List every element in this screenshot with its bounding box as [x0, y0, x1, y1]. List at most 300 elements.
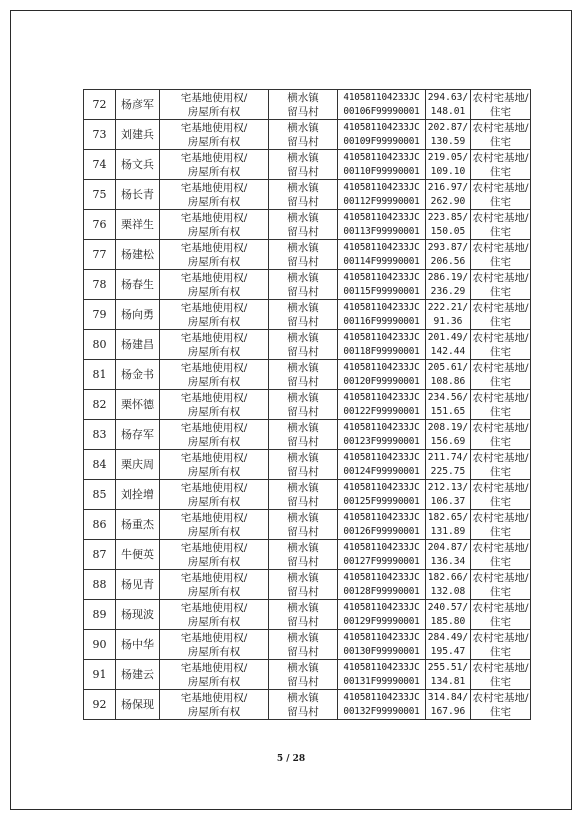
right-type-cell	[160, 300, 269, 330]
area-line: 185.80	[430, 615, 466, 627]
right-type-line: 房屋所有权	[187, 195, 241, 208]
owner-name-cell: 杨建昌	[116, 330, 160, 360]
location-line: 横水镇	[287, 421, 319, 434]
certificate-number-cell	[338, 360, 426, 390]
area-line: 234.56/	[427, 391, 469, 403]
certificate-number-line: 410581104233JC	[343, 541, 420, 553]
right-type-line: 房屋所有权	[187, 435, 241, 448]
location-cell	[269, 210, 338, 240]
location-cell	[269, 150, 338, 180]
right-type-line: 房屋所有权	[187, 105, 241, 118]
area-cell	[426, 330, 471, 360]
table-row	[84, 450, 531, 480]
row-number-cell: 82	[84, 390, 116, 420]
certificate-number-cell	[338, 240, 426, 270]
land-usage-line: 农村宅基地/	[472, 691, 529, 704]
certificate-number-line: 00115F99990001	[343, 285, 420, 297]
table-row	[84, 600, 531, 630]
land-usage-line: 住宅	[490, 435, 511, 448]
row-number-cell: 80	[84, 330, 116, 360]
certificate-number-line: 00125F99990001	[343, 495, 420, 507]
area-line: 206.56	[430, 255, 466, 267]
location-line: 留马村	[287, 345, 319, 358]
location-line: 留马村	[287, 675, 319, 688]
area-line: 262.90	[430, 195, 466, 207]
location-cell	[269, 570, 338, 600]
area-line: 167.96	[430, 705, 466, 717]
land-usage-line: 农村宅基地/	[472, 91, 529, 104]
owner-name-cell: 杨中华	[116, 630, 160, 660]
certificate-number-line: 410581104233JC	[343, 511, 420, 523]
table-row	[84, 690, 531, 720]
location-line: 横水镇	[287, 691, 319, 704]
right-type-line: 房屋所有权	[187, 285, 241, 298]
certificate-number-line: 410581104233JC	[343, 91, 420, 103]
area-line: 225.75	[430, 465, 466, 477]
right-type-line: 宅基地使用权/	[180, 631, 248, 644]
land-usage-cell	[471, 600, 531, 630]
table-row	[84, 240, 531, 270]
location-cell	[269, 630, 338, 660]
location-line: 横水镇	[287, 211, 319, 224]
right-type-cell	[160, 600, 269, 630]
location-cell	[269, 390, 338, 420]
certificate-number-line: 00118F99990001	[343, 345, 420, 357]
table-row	[84, 540, 531, 570]
area-line: 208.19/	[427, 421, 469, 433]
right-type-cell	[160, 420, 269, 450]
area-cell	[426, 480, 471, 510]
area-line: 286.19/	[427, 271, 469, 283]
area-line: 294.63/	[427, 91, 469, 103]
location-cell	[269, 660, 338, 690]
right-type-cell	[160, 360, 269, 390]
certificate-number-line: 410581104233JC	[343, 571, 420, 583]
right-type-cell	[160, 690, 269, 720]
area-line: 134.81	[430, 675, 466, 687]
location-cell	[269, 180, 338, 210]
area-line: 293.87/	[427, 241, 469, 253]
land-usage-line: 住宅	[490, 465, 511, 478]
certificate-number-cell	[338, 630, 426, 660]
area-line: 205.61/	[427, 361, 469, 373]
right-type-line: 宅基地使用权/	[180, 271, 248, 284]
certificate-number-line: 410581104233JC	[343, 361, 420, 373]
table-row	[84, 150, 531, 180]
right-type-line: 宅基地使用权/	[180, 691, 248, 704]
land-usage-cell	[471, 90, 531, 120]
owner-name-cell: 栗怀德	[116, 390, 160, 420]
area-cell	[426, 360, 471, 390]
owner-name-cell: 栗祥生	[116, 210, 160, 240]
area-line: 130.59	[430, 135, 466, 147]
location-cell	[269, 330, 338, 360]
location-line: 留马村	[287, 165, 319, 178]
land-usage-cell	[471, 420, 531, 450]
certificate-number-line: 410581104233JC	[343, 601, 420, 613]
location-line: 横水镇	[287, 631, 319, 644]
certificate-number-cell	[338, 510, 426, 540]
location-line: 留马村	[287, 225, 319, 238]
certificate-number-line: 00116F99990001	[343, 315, 420, 327]
certificate-number-line: 00126F99990001	[343, 525, 420, 537]
location-line: 留马村	[287, 525, 319, 538]
land-usage-cell	[471, 390, 531, 420]
location-cell	[269, 270, 338, 300]
location-line: 横水镇	[287, 511, 319, 524]
area-cell	[426, 270, 471, 300]
certificate-number-line: 410581104233JC	[343, 421, 420, 433]
certificate-number-cell	[338, 600, 426, 630]
land-usage-cell	[471, 300, 531, 330]
certificate-number-cell	[338, 570, 426, 600]
land-usage-cell	[471, 270, 531, 300]
right-type-line: 房屋所有权	[187, 255, 241, 268]
land-usage-cell	[471, 150, 531, 180]
table-row	[84, 330, 531, 360]
land-usage-line: 住宅	[490, 375, 511, 388]
land-usage-line: 住宅	[490, 105, 511, 118]
land-usage-line: 农村宅基地/	[472, 481, 529, 494]
area-line: 212.13/	[427, 481, 469, 493]
certificate-number-cell	[338, 420, 426, 450]
certificate-number-line: 410581104233JC	[343, 331, 420, 343]
owner-name-cell: 杨彦军	[116, 90, 160, 120]
certificate-number-line: 00124F99990001	[343, 465, 420, 477]
area-line: 136.34	[430, 555, 466, 567]
page-number: 5 / 28	[276, 754, 306, 764]
location-cell	[269, 360, 338, 390]
document-page	[10, 10, 572, 810]
certificate-number-line: 410581104233JC	[343, 241, 420, 253]
location-line: 留马村	[287, 495, 319, 508]
certificate-number-line: 410581104233JC	[343, 451, 420, 463]
area-line: 109.10	[430, 165, 466, 177]
area-line: 211.74/	[427, 451, 469, 463]
owner-name-cell: 杨见青	[116, 570, 160, 600]
row-number-cell: 86	[84, 510, 116, 540]
owner-name-cell: 杨存军	[116, 420, 160, 450]
land-usage-line: 农村宅基地/	[472, 571, 529, 584]
location-cell	[269, 510, 338, 540]
area-line: 223.85/	[427, 211, 469, 223]
certificate-number-cell	[338, 120, 426, 150]
land-usage-line: 农村宅基地/	[472, 661, 529, 674]
certificate-number-line: 00132F99990001	[343, 705, 420, 717]
certificate-number-line: 00122F99990001	[343, 405, 420, 417]
table-row	[84, 270, 531, 300]
row-number-cell: 72	[84, 90, 116, 120]
area-cell	[426, 600, 471, 630]
certificate-number-line: 00130F99990001	[343, 645, 420, 657]
table-row	[84, 360, 531, 390]
location-cell	[269, 90, 338, 120]
certificate-number-line: 00110F99990001	[343, 165, 420, 177]
row-number-cell: 75	[84, 180, 116, 210]
right-type-line: 宅基地使用权/	[180, 421, 248, 434]
land-usage-cell	[471, 120, 531, 150]
right-type-line: 宅基地使用权/	[180, 241, 248, 254]
right-type-line: 房屋所有权	[187, 525, 241, 538]
owner-name-cell: 牛便英	[116, 540, 160, 570]
right-type-line: 宅基地使用权/	[180, 451, 248, 464]
location-line: 留马村	[287, 585, 319, 598]
right-type-cell	[160, 630, 269, 660]
owner-name-cell: 杨春生	[116, 270, 160, 300]
location-cell	[269, 450, 338, 480]
location-line: 横水镇	[287, 151, 319, 164]
right-type-line: 宅基地使用权/	[180, 91, 248, 104]
area-line: 222.21/	[427, 301, 469, 313]
certificate-number-line: 410581104233JC	[343, 631, 420, 643]
location-line: 横水镇	[287, 601, 319, 614]
right-type-line: 宅基地使用权/	[180, 211, 248, 224]
certificate-number-line: 00129F99990001	[343, 615, 420, 627]
land-usage-cell	[471, 480, 531, 510]
land-usage-line: 住宅	[490, 195, 511, 208]
area-cell	[426, 420, 471, 450]
location-line: 横水镇	[287, 361, 319, 374]
row-number-cell: 77	[84, 240, 116, 270]
location-line: 横水镇	[287, 271, 319, 284]
land-usage-line: 住宅	[490, 675, 511, 688]
right-type-line: 宅基地使用权/	[180, 181, 248, 194]
certificate-number-line: 410581104233JC	[343, 391, 420, 403]
right-type-line: 宅基地使用权/	[180, 571, 248, 584]
location-line: 横水镇	[287, 391, 319, 404]
location-cell	[269, 600, 338, 630]
certificate-number-cell	[338, 270, 426, 300]
right-type-line: 房屋所有权	[187, 375, 241, 388]
certificate-number-line: 00128F99990001	[343, 585, 420, 597]
land-usage-line: 住宅	[490, 315, 511, 328]
right-type-cell	[160, 540, 269, 570]
location-cell	[269, 540, 338, 570]
row-number-cell: 89	[84, 600, 116, 630]
area-cell	[426, 90, 471, 120]
owner-name-cell: 杨建松	[116, 240, 160, 270]
location-cell	[269, 120, 338, 150]
right-type-cell	[160, 390, 269, 420]
area-cell	[426, 390, 471, 420]
right-type-cell	[160, 450, 269, 480]
location-cell	[269, 480, 338, 510]
row-number-cell: 90	[84, 630, 116, 660]
location-line: 横水镇	[287, 121, 319, 134]
land-usage-cell	[471, 360, 531, 390]
row-number-cell: 88	[84, 570, 116, 600]
land-usage-line: 住宅	[490, 585, 511, 598]
area-line: 182.65/	[427, 511, 469, 523]
row-number-cell: 76	[84, 210, 116, 240]
area-line: 108.86	[430, 375, 466, 387]
right-type-line: 宅基地使用权/	[180, 541, 248, 554]
area-line: 156.69	[430, 435, 466, 447]
right-type-line: 宅基地使用权/	[180, 601, 248, 614]
certificate-number-line: 00120F99990001	[343, 375, 420, 387]
location-line: 横水镇	[287, 451, 319, 464]
owner-name-cell: 杨长青	[116, 180, 160, 210]
land-usage-cell	[471, 330, 531, 360]
area-cell	[426, 180, 471, 210]
land-usage-cell	[471, 240, 531, 270]
location-cell	[269, 240, 338, 270]
right-type-line: 房屋所有权	[187, 615, 241, 628]
owner-name-cell: 栗庆周	[116, 450, 160, 480]
row-number-cell: 74	[84, 150, 116, 180]
owner-name-cell: 杨文兵	[116, 150, 160, 180]
area-line: 151.65	[430, 405, 466, 417]
land-usage-cell	[471, 180, 531, 210]
table-row	[84, 480, 531, 510]
certificate-number-line: 410581104233JC	[343, 301, 420, 313]
land-usage-line: 住宅	[490, 405, 511, 418]
right-type-line: 房屋所有权	[187, 645, 241, 658]
right-type-cell	[160, 270, 269, 300]
table-row	[84, 630, 531, 660]
table-row	[84, 90, 531, 120]
land-usage-line: 农村宅基地/	[472, 631, 529, 644]
table-row	[84, 210, 531, 240]
table-row	[84, 420, 531, 450]
table-row	[84, 570, 531, 600]
location-line: 留马村	[287, 705, 319, 718]
land-usage-line: 住宅	[490, 555, 511, 568]
row-number-cell: 92	[84, 690, 116, 720]
right-type-line: 房屋所有权	[187, 345, 241, 358]
area-cell	[426, 570, 471, 600]
land-usage-cell	[471, 540, 531, 570]
owner-name-cell: 刘建兵	[116, 120, 160, 150]
certificate-number-cell	[338, 450, 426, 480]
area-cell	[426, 510, 471, 540]
location-line: 留马村	[287, 435, 319, 448]
land-usage-line: 农村宅基地/	[472, 241, 529, 254]
area-line: 132.08	[430, 585, 466, 597]
area-cell	[426, 240, 471, 270]
location-line: 留马村	[287, 285, 319, 298]
land-usage-line: 农村宅基地/	[472, 511, 529, 524]
land-usage-line: 农村宅基地/	[472, 211, 529, 224]
certificate-number-line: 410581104233JC	[343, 661, 420, 673]
right-type-line: 房屋所有权	[187, 405, 241, 418]
location-cell	[269, 420, 338, 450]
area-line: 150.05	[430, 225, 466, 237]
land-usage-line: 住宅	[490, 135, 511, 148]
location-line: 横水镇	[287, 481, 319, 494]
row-number-cell: 83	[84, 420, 116, 450]
certificate-number-line: 410581104233JC	[343, 121, 420, 133]
land-usage-line: 住宅	[490, 165, 511, 178]
location-line: 横水镇	[287, 301, 319, 314]
right-type-line: 房屋所有权	[187, 675, 241, 688]
certificate-number-line: 410581104233JC	[343, 151, 420, 163]
right-type-line: 宅基地使用权/	[180, 391, 248, 404]
row-number-cell: 91	[84, 660, 116, 690]
right-type-line: 宅基地使用权/	[180, 121, 248, 134]
table-body	[84, 90, 531, 720]
right-type-line: 房屋所有权	[187, 135, 241, 148]
area-cell	[426, 660, 471, 690]
certificate-number-cell	[338, 540, 426, 570]
area-line: 148.01	[430, 105, 466, 117]
area-line: 236.29	[430, 285, 466, 297]
area-cell	[426, 150, 471, 180]
land-usage-cell	[471, 210, 531, 240]
location-line: 横水镇	[287, 541, 319, 554]
location-line: 横水镇	[287, 661, 319, 674]
area-line: 204.87/	[427, 541, 469, 553]
right-type-line: 房屋所有权	[187, 555, 241, 568]
land-usage-line: 住宅	[490, 525, 511, 538]
location-line: 留马村	[287, 135, 319, 148]
right-type-line: 房屋所有权	[187, 465, 241, 478]
row-number-cell: 81	[84, 360, 116, 390]
area-cell	[426, 630, 471, 660]
certificate-number-line: 00113F99990001	[343, 225, 420, 237]
area-line: 219.05/	[427, 151, 469, 163]
right-type-line: 宅基地使用权/	[180, 481, 248, 494]
right-type-cell	[160, 210, 269, 240]
land-usage-line: 农村宅基地/	[472, 421, 529, 434]
area-cell	[426, 540, 471, 570]
right-type-line: 房屋所有权	[187, 165, 241, 178]
area-line: 201.49/	[427, 331, 469, 343]
location-line: 留马村	[287, 405, 319, 418]
right-type-line: 宅基地使用权/	[180, 331, 248, 344]
certificate-number-line: 410581104233JC	[343, 271, 420, 283]
right-type-line: 房屋所有权	[187, 585, 241, 598]
land-usage-line: 住宅	[490, 225, 511, 238]
owner-name-cell: 杨保现	[116, 690, 160, 720]
area-cell	[426, 300, 471, 330]
location-cell	[269, 300, 338, 330]
area-line: 91.36	[433, 315, 463, 327]
location-line: 横水镇	[287, 181, 319, 194]
area-line: 195.47	[430, 645, 466, 657]
right-type-line: 宅基地使用权/	[180, 301, 248, 314]
table-row	[84, 180, 531, 210]
row-number-cell: 87	[84, 540, 116, 570]
land-usage-line: 农村宅基地/	[472, 541, 529, 554]
right-type-cell	[160, 330, 269, 360]
location-line: 横水镇	[287, 331, 319, 344]
land-usage-line: 农村宅基地/	[472, 151, 529, 164]
land-usage-cell	[471, 630, 531, 660]
table-row	[84, 660, 531, 690]
land-usage-cell	[471, 660, 531, 690]
right-type-line: 房屋所有权	[187, 225, 241, 238]
location-line: 横水镇	[287, 241, 319, 254]
area-cell	[426, 210, 471, 240]
land-usage-line: 住宅	[490, 615, 511, 628]
right-type-line: 宅基地使用权/	[180, 661, 248, 674]
location-line: 留马村	[287, 315, 319, 328]
location-cell	[269, 690, 338, 720]
right-type-line: 宅基地使用权/	[180, 511, 248, 524]
owner-name-cell: 刘拴增	[116, 480, 160, 510]
area-line: 106.37	[430, 495, 466, 507]
land-usage-cell	[471, 450, 531, 480]
certificate-number-line: 00106F99990001	[343, 105, 420, 117]
certificate-number-line: 00109F99990001	[343, 135, 420, 147]
location-line: 留马村	[287, 195, 319, 208]
location-line: 横水镇	[287, 571, 319, 584]
area-cell	[426, 120, 471, 150]
area-line: 131.89	[430, 525, 466, 537]
land-usage-line: 农村宅基地/	[472, 181, 529, 194]
location-line: 留马村	[287, 555, 319, 568]
